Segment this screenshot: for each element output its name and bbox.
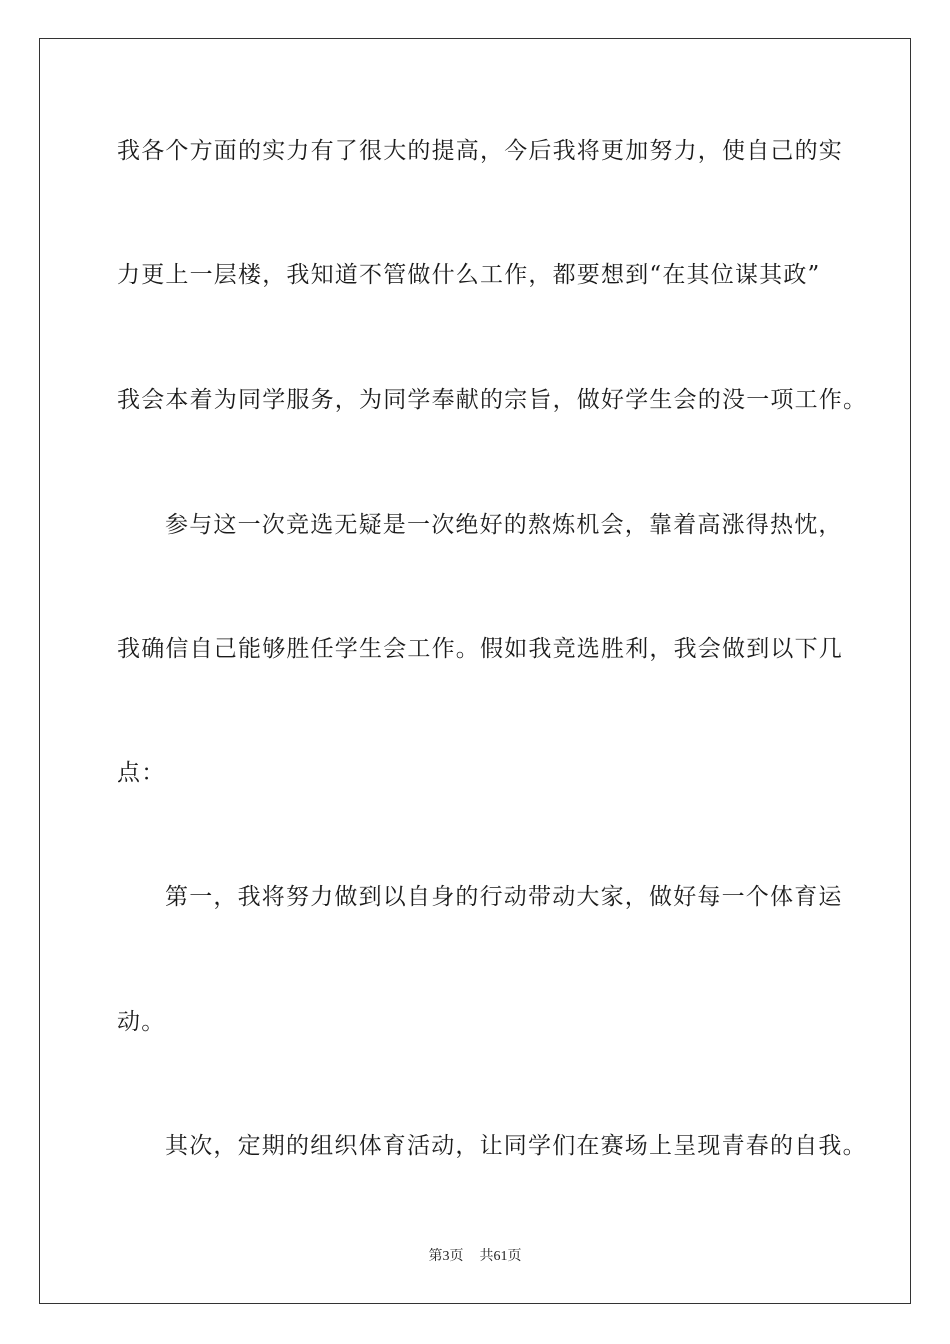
body-line-9: 其次，定期的组织体育活动，让同学们在赛场上呈现青春的自我。 bbox=[165, 1133, 867, 1159]
body-line-7: 第一，我将努力做到以自身的行动带动大家，做好每一个体育运 bbox=[165, 884, 843, 910]
body-line-3: 我会本着为同学服务，为同学奉献的宗旨，做好学生会的没一项工作。 bbox=[117, 387, 868, 413]
body-line-5: 我确信自己能够胜任学生会工作。假如我竞选胜利，我会做到以下几 bbox=[117, 636, 843, 662]
page-footer bbox=[0, 1245, 950, 1265]
body-line-2: 力更上一层楼，我知道不管做什么工作，都要想到“在其位谋其政” bbox=[117, 262, 821, 288]
body-line-6: 点： bbox=[117, 760, 166, 786]
body-line-4: 参与这一次竞选无疑是一次绝好的熬炼机会，靠着高涨得热忱， bbox=[165, 512, 843, 538]
page-total: 共61页 bbox=[479, 1249, 522, 1264]
body-line-8: 动。 bbox=[117, 1009, 166, 1035]
page-frame bbox=[39, 38, 911, 1304]
body-line-1: 我各个方面的实力有了很大的提高，今后我将更加努力，使自己的实 bbox=[117, 138, 843, 164]
page-number: 第3页 bbox=[428, 1249, 464, 1264]
